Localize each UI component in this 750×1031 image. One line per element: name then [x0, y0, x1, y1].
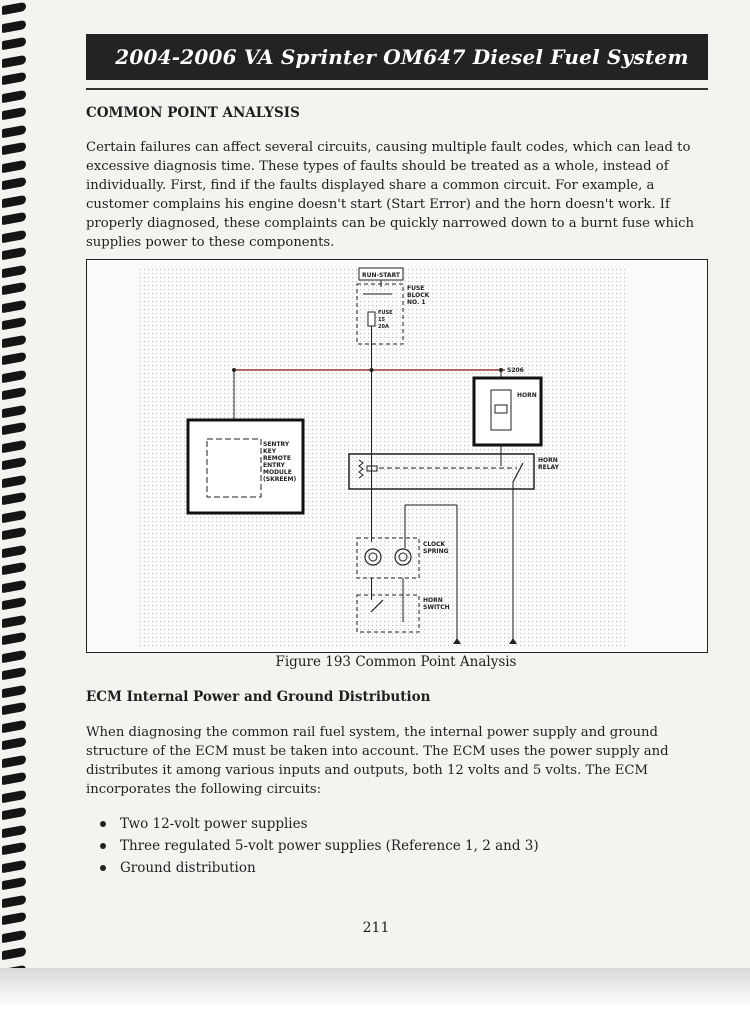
skreem-label-4: ENTRY: [263, 462, 285, 469]
skreem-module: [188, 420, 303, 513]
spiral-binding: [0, 0, 40, 975]
binding-coil: [2, 142, 26, 155]
header-rule: [86, 88, 708, 90]
list-item: [100, 813, 539, 835]
binding-coil: [2, 107, 26, 120]
bullet-icon: [100, 821, 106, 827]
section-heading-ecm-power: ECM Internal Power and Ground Distribution: [86, 689, 431, 705]
binding-coil: [2, 282, 26, 295]
binding-coil: [2, 842, 26, 855]
fuse-icon: [368, 312, 375, 326]
skreem-label-5: MODULE: [263, 469, 292, 476]
binding-coil: [2, 474, 26, 487]
fuse-label-2: 15: [378, 317, 385, 323]
fuse-block-label-3: NO. 1: [407, 299, 426, 306]
binding-coil: [2, 19, 26, 32]
section-heading-common-point: COMMON POINT ANALYSIS: [86, 105, 300, 121]
binding-coil: [2, 299, 26, 312]
binding-coil: [2, 527, 26, 540]
binding-coil: [2, 667, 26, 680]
binding-coil: [2, 194, 26, 207]
binding-coil: [2, 719, 26, 732]
binding-coil: [2, 439, 26, 452]
list-item-text: Two 12-volt power supplies: [120, 816, 308, 832]
binding-coil: [2, 387, 26, 400]
section-paragraph-ecm-power: When diagnosing the common rail fuel system, the internal power supply and ground structure of the ECM must be taken into account. The ECM uses the power supply and distributes it among various inputs and outputs, both 12 volts and 5 volts. The ECM incorporates the following circuits:: [86, 725, 669, 797]
binding-coil: [2, 649, 26, 662]
binding-coil: [2, 737, 26, 750]
binding-coil: [2, 562, 26, 575]
bullet-icon: [100, 843, 106, 849]
fuse-block-label-2: BLOCK: [407, 292, 430, 299]
wiring-diagram: [87, 260, 707, 652]
skreem-label-1: SENTRY: [263, 441, 290, 448]
binding-coil: [2, 579, 26, 592]
section-paragraph-common-point: Certain failures can affect several circuits, causing multiple fault codes, which can lead to excessive diagnosis time. These types of faults should be treated as a whole, instead of individually. First, find if the faults displayed share a common circuit. For example, a customer complains his engine doesn't start (Start Error) and the horn doesn't work. If properly diagnosed, these complaints can be quickly narrowed down to a burnt fuse which supplies power to these components.: [86, 140, 695, 250]
horn-relay-label-2: RELAY: [538, 464, 559, 471]
binding-coil: [2, 614, 26, 627]
binding-coil: [2, 422, 26, 435]
binding-coil: [2, 72, 26, 85]
binding-coil: [2, 54, 26, 67]
binding-coil: [2, 369, 26, 382]
binding-coil: [2, 247, 26, 260]
binding-coil: [2, 334, 26, 347]
binding-coil: [2, 159, 26, 172]
horn-relay-label-1: HORN: [538, 457, 558, 464]
binding-coil: [2, 37, 26, 50]
clock-spring-label-2: SPRING: [423, 548, 449, 555]
binding-coil: [2, 824, 26, 837]
binding-coil: [2, 894, 26, 907]
header-title: 2004-2006 VA Sprinter OM647 Diesel Fuel System: [115, 45, 689, 69]
fuse-label-1: FUSE: [378, 310, 393, 316]
binding-coil: [2, 509, 26, 522]
binding-coil: [2, 929, 26, 942]
list-item-text: Ground distribution: [120, 860, 256, 876]
skreem-label-2: KEY: [263, 448, 277, 455]
binding-coil: [2, 89, 26, 102]
binding-coil: [2, 912, 26, 925]
binding-coil: [2, 124, 26, 137]
skreem-label-3: REMOTE: [263, 455, 291, 462]
binding-coil: [2, 807, 26, 820]
horn-icon: [491, 390, 511, 430]
binding-coil: [2, 492, 26, 505]
binding-coil: [2, 772, 26, 785]
binding-coil: [2, 684, 26, 697]
binding-coil: [2, 229, 26, 242]
binding-coil: [2, 212, 26, 225]
figure-caption: Figure 193 Common Point Analysis: [275, 654, 517, 670]
horn-switch-label-1: HORN: [423, 597, 443, 604]
horn-switch-label-2: SWITCH: [423, 604, 450, 611]
binding-coil: [2, 544, 26, 557]
fuse-block-label-1: FUSE: [407, 285, 425, 292]
binding-coil: [2, 2, 26, 15]
binding-coil: [2, 264, 26, 277]
binding-coil: [2, 754, 26, 767]
clock-spring-label-1: CLOCK: [423, 541, 446, 548]
binding-coil: [2, 352, 26, 365]
binding-coil: [2, 702, 26, 715]
page-bottom-edge: [0, 968, 750, 1031]
binding-coil: [2, 877, 26, 890]
page-number: 211: [362, 920, 390, 936]
binding-coil: [2, 597, 26, 610]
horn-label: HORN: [517, 392, 537, 399]
circuit-list: [100, 813, 539, 879]
binding-coil: [2, 457, 26, 470]
binding-coil: [2, 859, 26, 872]
wiring-diagram-figure: [86, 259, 708, 653]
header-bar: [86, 34, 708, 80]
binding-coil: [2, 789, 26, 802]
binding-coil: [2, 632, 26, 645]
run-start-label: RUN-START: [361, 272, 401, 279]
binding-coil: [2, 404, 26, 417]
skreem-label-6: (SKREEM): [263, 476, 297, 483]
list-item: [100, 857, 539, 879]
list-item: [100, 835, 539, 857]
splice-label: S206: [507, 367, 524, 374]
binding-coil: [2, 177, 26, 190]
list-item-text: Three regulated 5-volt power supplies (Reference 1, 2 and 3): [120, 838, 539, 854]
binding-coil: [2, 317, 26, 330]
bullet-icon: [100, 865, 106, 871]
splice-dot: [370, 368, 374, 372]
fuse-label-3: 20A: [378, 324, 389, 330]
binding-coil: [2, 947, 26, 960]
